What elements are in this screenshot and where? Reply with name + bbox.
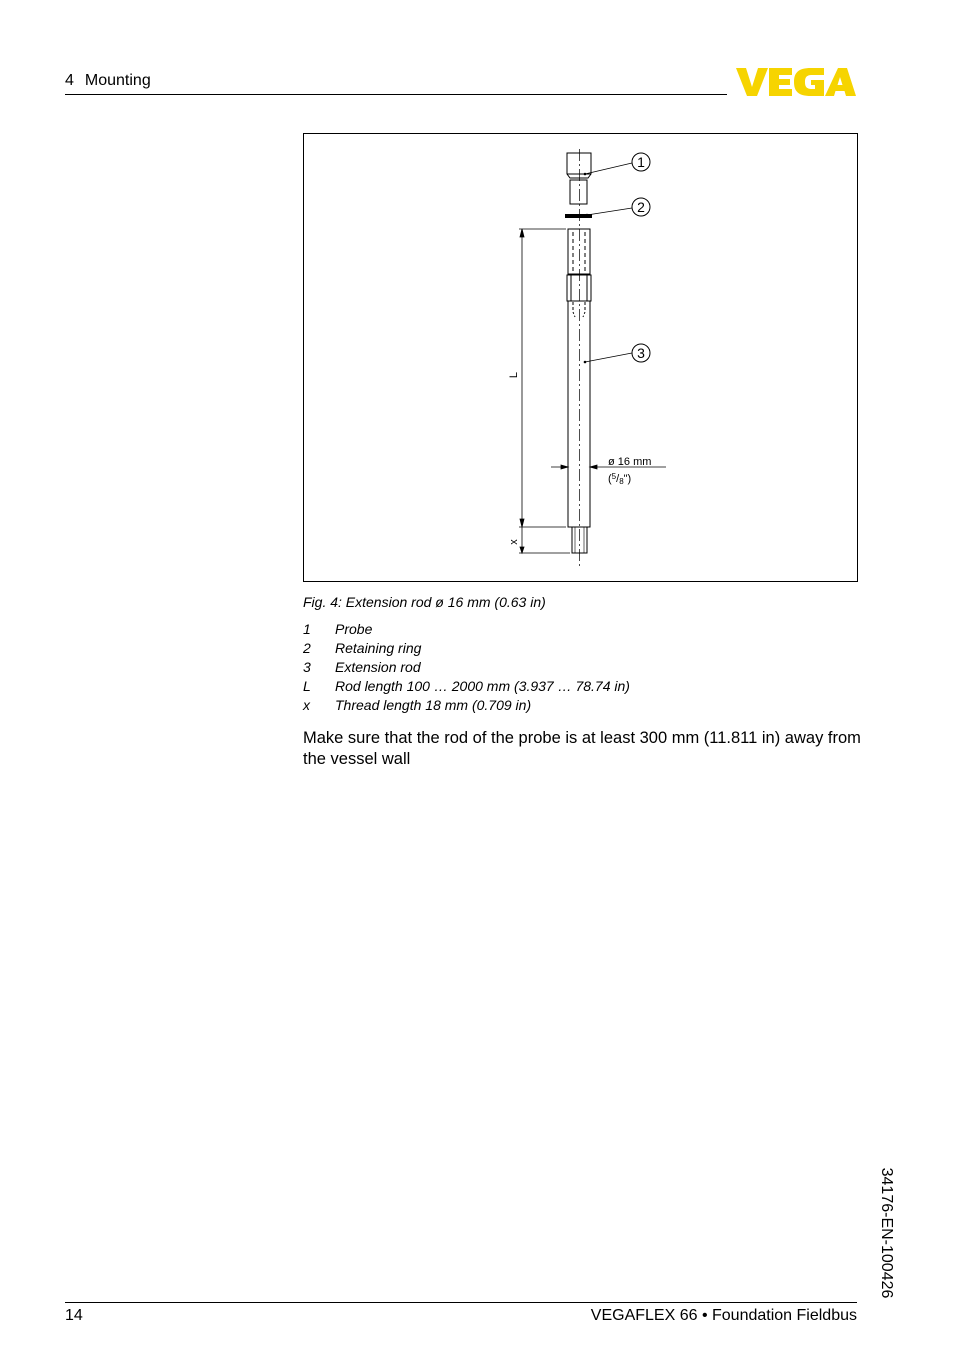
- callout-3: [632, 344, 650, 362]
- legend-text: Extension rod: [335, 659, 421, 675]
- header-rule: [65, 94, 727, 95]
- diameter-label: ø 16 mm: [608, 456, 652, 468]
- vega-logo-graphic: [735, 65, 857, 97]
- section-title: [65, 72, 151, 90]
- dimension-l: [519, 229, 566, 527]
- page-number: 14: [65, 1307, 83, 1324]
- callout-1-label: 1: [637, 154, 645, 170]
- legend-key: 2: [303, 640, 311, 656]
- figure-frame: [303, 133, 858, 582]
- probe-part: [567, 153, 591, 204]
- callout-3-label: 3: [637, 345, 645, 361]
- legend-key: x: [303, 697, 310, 713]
- body-paragraph: Make sure that the rod of the probe is at least 300 mm (11.811 in) away from the vessel wall: [303, 729, 861, 768]
- legend-item: [303, 620, 630, 639]
- footer-title: VEGAFLEX 66 • Foundation Fieldbus: [590, 1307, 857, 1324]
- legend-text: Retaining ring: [335, 640, 422, 656]
- figure-legend: [303, 620, 630, 715]
- callout-leaders: [585, 163, 632, 362]
- diameter-fraction: ($^5$/8"): [608, 472, 632, 486]
- section-title-text: Mounting: [84, 72, 151, 89]
- document-id: [872, 1158, 900, 1308]
- legend-key: 3: [303, 659, 311, 675]
- callout-2: [632, 198, 650, 216]
- legend-text: Probe: [335, 621, 373, 637]
- legend-item: [303, 658, 630, 677]
- dim-label-x: x: [508, 539, 520, 545]
- vega-logo: [735, 65, 857, 97]
- legend-text: Thread length 18 mm (0.709 in): [335, 697, 532, 713]
- legend-text: Rod length 100 … 2000 mm (3.937 … 78.74 in): [335, 678, 630, 694]
- dimension-x: [519, 527, 570, 553]
- legend-key: 1: [303, 621, 311, 637]
- callout-1: [632, 153, 650, 171]
- figure-caption: Fig. 4: Extension rod ø 16 mm (0.63 in): [303, 594, 546, 610]
- legend-item: [303, 639, 630, 658]
- dim-label-l: L: [508, 371, 520, 379]
- document-id-text: 34176-EN-100426: [878, 1167, 895, 1299]
- legend-item: [303, 677, 630, 696]
- extension-rod-drawing: [304, 134, 857, 581]
- footer-rule: [65, 1302, 857, 1303]
- section-number: 4: [65, 72, 74, 89]
- legend-key: L: [303, 678, 311, 694]
- callout-2-label: 2: [637, 199, 645, 215]
- legend-item: [303, 696, 630, 715]
- extension-rod-part: [567, 229, 591, 553]
